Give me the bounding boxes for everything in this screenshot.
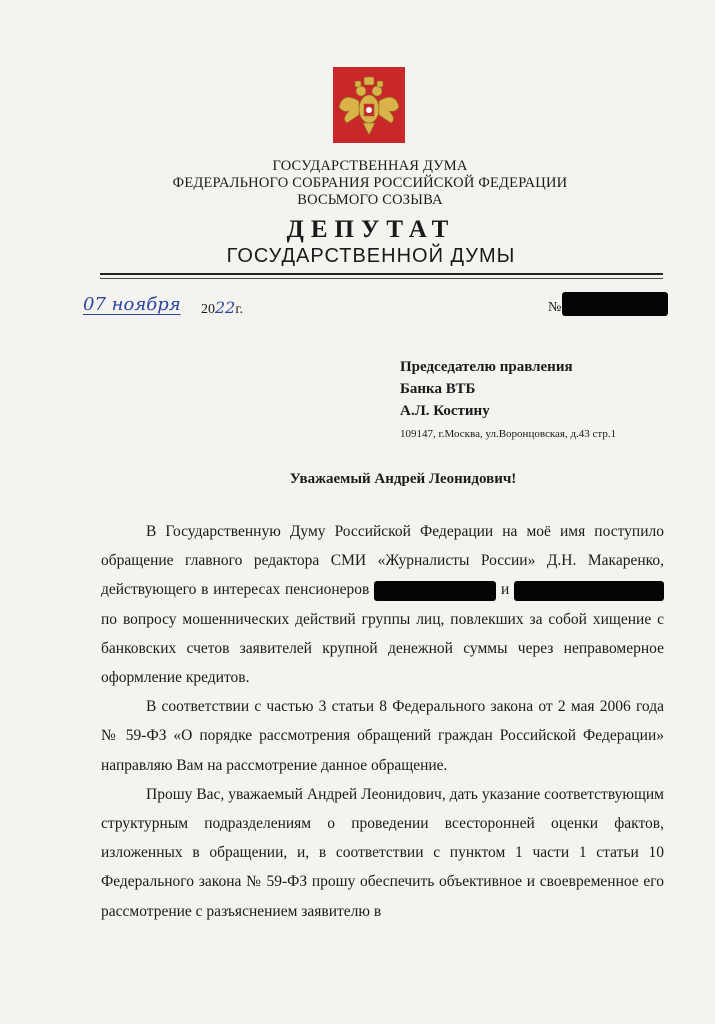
header-divider-thin — [100, 278, 663, 279]
header-divider-thick — [100, 273, 663, 275]
title-deputat: ДЕПУТАТ — [286, 216, 456, 243]
paragraph-1-part-a: В Государственную Думу Российской Федерации на моё имя поступило обращение главного редактора СМИ «Журналисты России» Д.Н. Макаренко, действующего в интересах пенсионеров — [101, 523, 664, 599]
addressee-address: 109147, г.Москва, ул.Воронцовская, д.43 стр.1 — [400, 428, 617, 440]
redaction-block — [374, 581, 496, 601]
addressee-block — [400, 356, 573, 422]
redaction-block — [514, 581, 664, 601]
addressee-line-3: А.Л. Костину — [400, 403, 490, 419]
title-state-duma: ГОСУДАРСТВЕННОЙ ДУМЫ — [226, 245, 516, 267]
paragraph-1-part-b: и — [500, 581, 510, 599]
org-line-3: ВОСЬМОГО СОЗЫВА — [297, 192, 443, 208]
year-prefix: 20 — [201, 302, 215, 317]
letter-body — [101, 517, 664, 926]
org-line-1: ГОСУДАРСТВЕННАЯ ДУМА — [272, 158, 468, 174]
redaction-block — [562, 292, 668, 316]
letter-date — [83, 294, 263, 320]
date-year — [201, 298, 243, 318]
paragraph-1-part-c: по вопросу мошеннических действий группы лиц, повлекших за собой хищение с банковских счетов заявителей крупной денежной суммы через неправомерное оформление кредитов. — [101, 610, 664, 687]
year-suffix: г. — [235, 302, 244, 317]
org-line-2: ФЕДЕРАЛЬНОГО СОБРАНИЯ РОССИЙСКОЙ ФЕДЕРАЦИИ — [172, 175, 568, 191]
greeting: Уважаемый Андрей Леонидович! — [289, 471, 517, 487]
paragraph-3: Прошу Вас, уважаемый Андрей Леонидович, дать указание соответствующим структурным подразделениям о проведении всесторонней оценки фактов, изложенных в обращении, и, в соответствии с пунктом 1 части 1 статьи 10 Федерального закона № 59-ФЗ прошу обеспечить объективное и своевременное его рассмотрение с разъяснением заявителю в — [101, 785, 664, 920]
addressee-line-2: Банка ВТБ — [400, 381, 476, 397]
paragraph-1 — [101, 517, 664, 692]
russian-coat-of-arms-icon — [333, 67, 405, 143]
header-organization — [0, 158, 715, 209]
addressee-line-1: Председателю правления — [400, 359, 573, 375]
paragraph-2: В соответствии с частью 3 статьи 8 Федерального закона от 2 мая 2006 года № 59-ФЗ «О порядке рассмотрения обращений граждан Российской Федерации» направляю Вам на рассмотрение данное обращение. — [101, 698, 664, 774]
handwritten-date: 07 ноября — [83, 294, 181, 315]
year-handwritten: 22 — [215, 298, 236, 317]
outgoing-number-label: № — [548, 300, 562, 315]
